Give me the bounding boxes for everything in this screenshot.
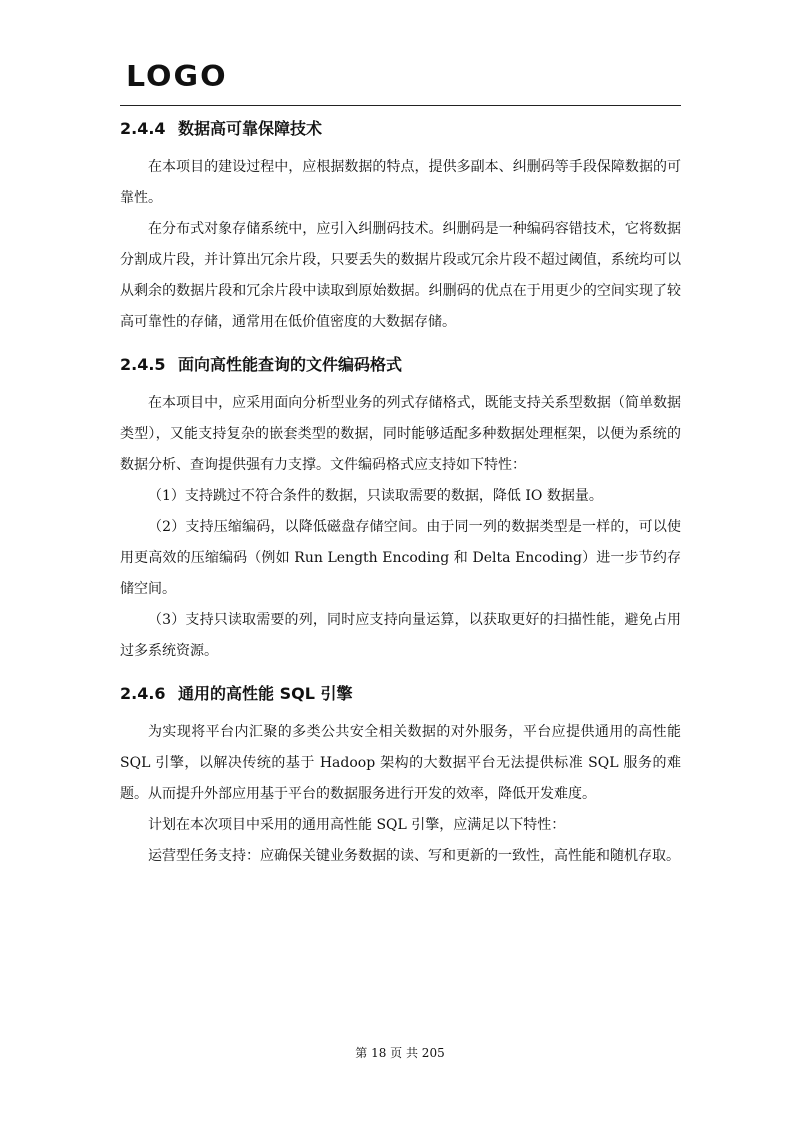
section-number: 2.4.6 <box>120 684 166 703</box>
list-item: （2）支持压缩编码，以降低磁盘存储空间。由于同一列的数据类型是一样的，可以使用更高效的压缩编码（例如 Run Length Encoding 和 Delta Encoding）进一步节约存储空间。 <box>120 519 681 597</box>
section-2-4-5 <box>120 348 681 667</box>
page-body <box>120 112 681 872</box>
paragraph: 在本项目的建设过程中，应根据数据的特点，提供多副本、纠删码等手段保障数据的可靠性。 <box>120 159 681 206</box>
paragraph: 计划在本次项目中采用的通用高性能 SQL 引擎，应满足以下特性： <box>148 817 566 833</box>
paragraph: 运营型任务支持：应确保关键业务数据的读、写和更新的一致性，高性能和随机存取。 <box>148 848 680 864</box>
section-2-4-4 <box>120 112 681 338</box>
header-divider <box>120 105 681 106</box>
paragraph: 在分布式对象存储系统中，应引入纠删码技术。纠删码是一种编码容错技术，它将数据分割成片段，并计算出冗余片段，只要丢失的数据片段或冗余片段不超过阈值，系统均可以从剩余的数据片段和冗余片段中读取到原始数据。纠删码的优点在于用更少的空间实现了较高可靠性的存储，通常用在低价值密度的大数据存储。 <box>120 221 681 330</box>
section-number: 2.4.4 <box>120 119 166 138</box>
paragraph: 为实现将平台内汇聚的多类公共安全相关数据的对外服务，平台应提供通用的高性能 SQL 引擎，以解决传统的基于 Hadoop 架构的大数据平台无法提供标准 SQL 服务的难题。从而提升外部应用基于平台的数据服务进行开发的效率，降低开发难度。 <box>120 724 681 802</box>
section-heading <box>120 112 681 146</box>
paragraph: 在本项目中，应采用面向分析型业务的列式存储格式，既能支持关系型数据（简单数据类型），又能支持复杂的嵌套类型的数据，同时能够适配多种数据处理框架，以便为系统的数据分析、查询提供强有力支撑。文件编码格式应支持如下特性： <box>120 395 681 473</box>
logo: LOGO <box>126 60 228 94</box>
section-title: 数据高可靠保障技术 <box>178 119 323 138</box>
page-number: 第 18 页 共 205 <box>355 1046 445 1060</box>
section-number: 2.4.5 <box>120 355 166 374</box>
list-item: （1）支持跳过不符合条件的数据，只读取需要的数据，降低 IO 数据量。 <box>148 488 603 504</box>
section-2-4-6 <box>120 677 681 872</box>
section-heading <box>120 348 681 382</box>
section-heading <box>120 677 681 711</box>
list-item: （3）支持只读取需要的列，同时应支持向量运算，以获取更好的扫描性能，避免占用过多系统资源。 <box>120 612 681 659</box>
section-title: 面向高性能查询的文件编码格式 <box>178 355 403 374</box>
section-title: 通用的高性能 SQL 引擎 <box>178 684 353 703</box>
